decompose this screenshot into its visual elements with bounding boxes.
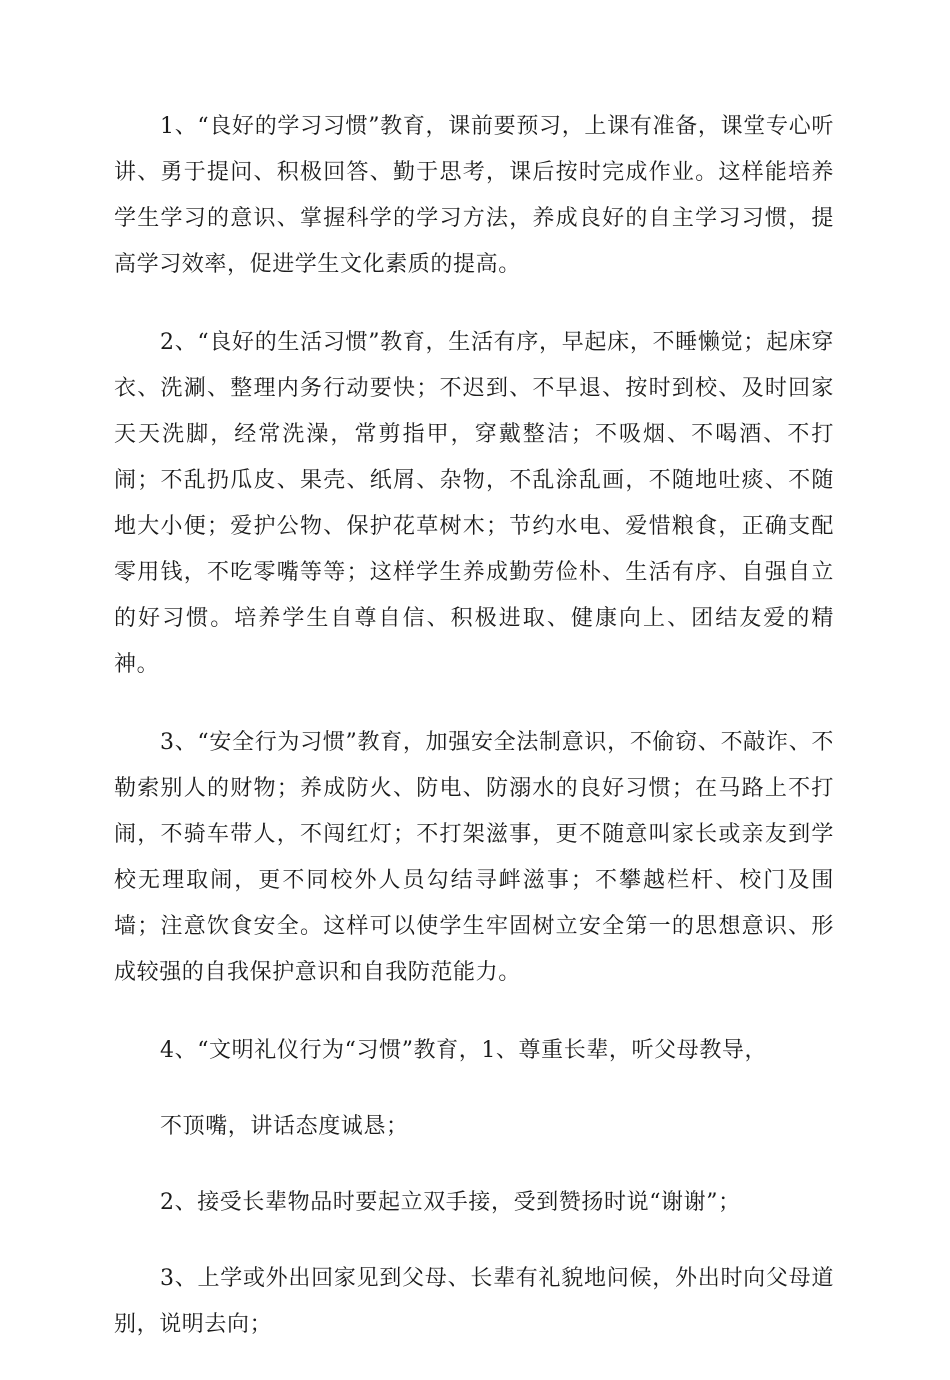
paragraph-etiquette-item-1-cont: 不顶嘴，讲话态度诚恳；: [160, 1114, 409, 1139]
paragraph-study-habits: 1、“良好的学习习惯”教育，课前要预习，上课有准备，课堂专心听讲、勇于提问、积极回答、勤于思考，课后按时完成作业。这样能培养学生学习的意识、掌握科学的学习方法，养成良好的自主学习习惯，提高学习效率，促进学生文化素质的提高。: [114, 114, 834, 277]
paragraph-etiquette-item-2: 2、接受长辈物品时要起立双手接，受到赞扬时说“谢谢”；: [160, 1190, 741, 1215]
paragraph-safety-habits: 3、“安全行为习惯”教育，加强安全法制意识，不偷窃、不敲诈、不勒索别人的财物；养成防火、防电、防溺水的良好习惯；在马路上不打闹，不骑车带人，不闯红灯；不打架滋事，更不随意叫家长或亲友到学校无理取闹，更不同校外人员勾结寻衅滋事；不攀越栏杆、校门及围墙；注意饮食安全。这样可以使学生牢固树立安全第一的思想意识、形成较强的自我保护意识和自我防范能力。: [114, 730, 834, 985]
paragraph-etiquette-item-3: 3、上学或外出回家见到父母、长辈有礼貌地问候，外出时向父母道别，说明去向；: [114, 1266, 834, 1337]
paragraph-life-habits: 2、“良好的生活习惯”教育，生活有序，早起床，不睡懒觉；起床穿衣、洗涮、整理内务行动要快；不迟到、不早退、按时到校、及时回家天天洗脚，经常洗澡，常剪指甲，穿戴整洁；不吸烟、不喝酒、不打闹；不乱扔瓜皮、果壳、纸屑、杂物，不乱涂乱画，不随地吐痰、不随地大小便；爱护公物、保护花草树木；节约水电、爱惜粮食，正确支配零用钱，不吃零嘴等等；这样学生养成勤劳俭朴、生活有序、自强自立的好习惯。培养学生自尊自信、积极进取、健康向上、团结友爱的精神。: [114, 330, 834, 677]
document-body: [114, 104, 834, 1380]
paragraph-etiquette-habits: 4、“文明礼仪行为“习惯”教育，1、尊重长辈，听父母教导，: [160, 1038, 768, 1063]
